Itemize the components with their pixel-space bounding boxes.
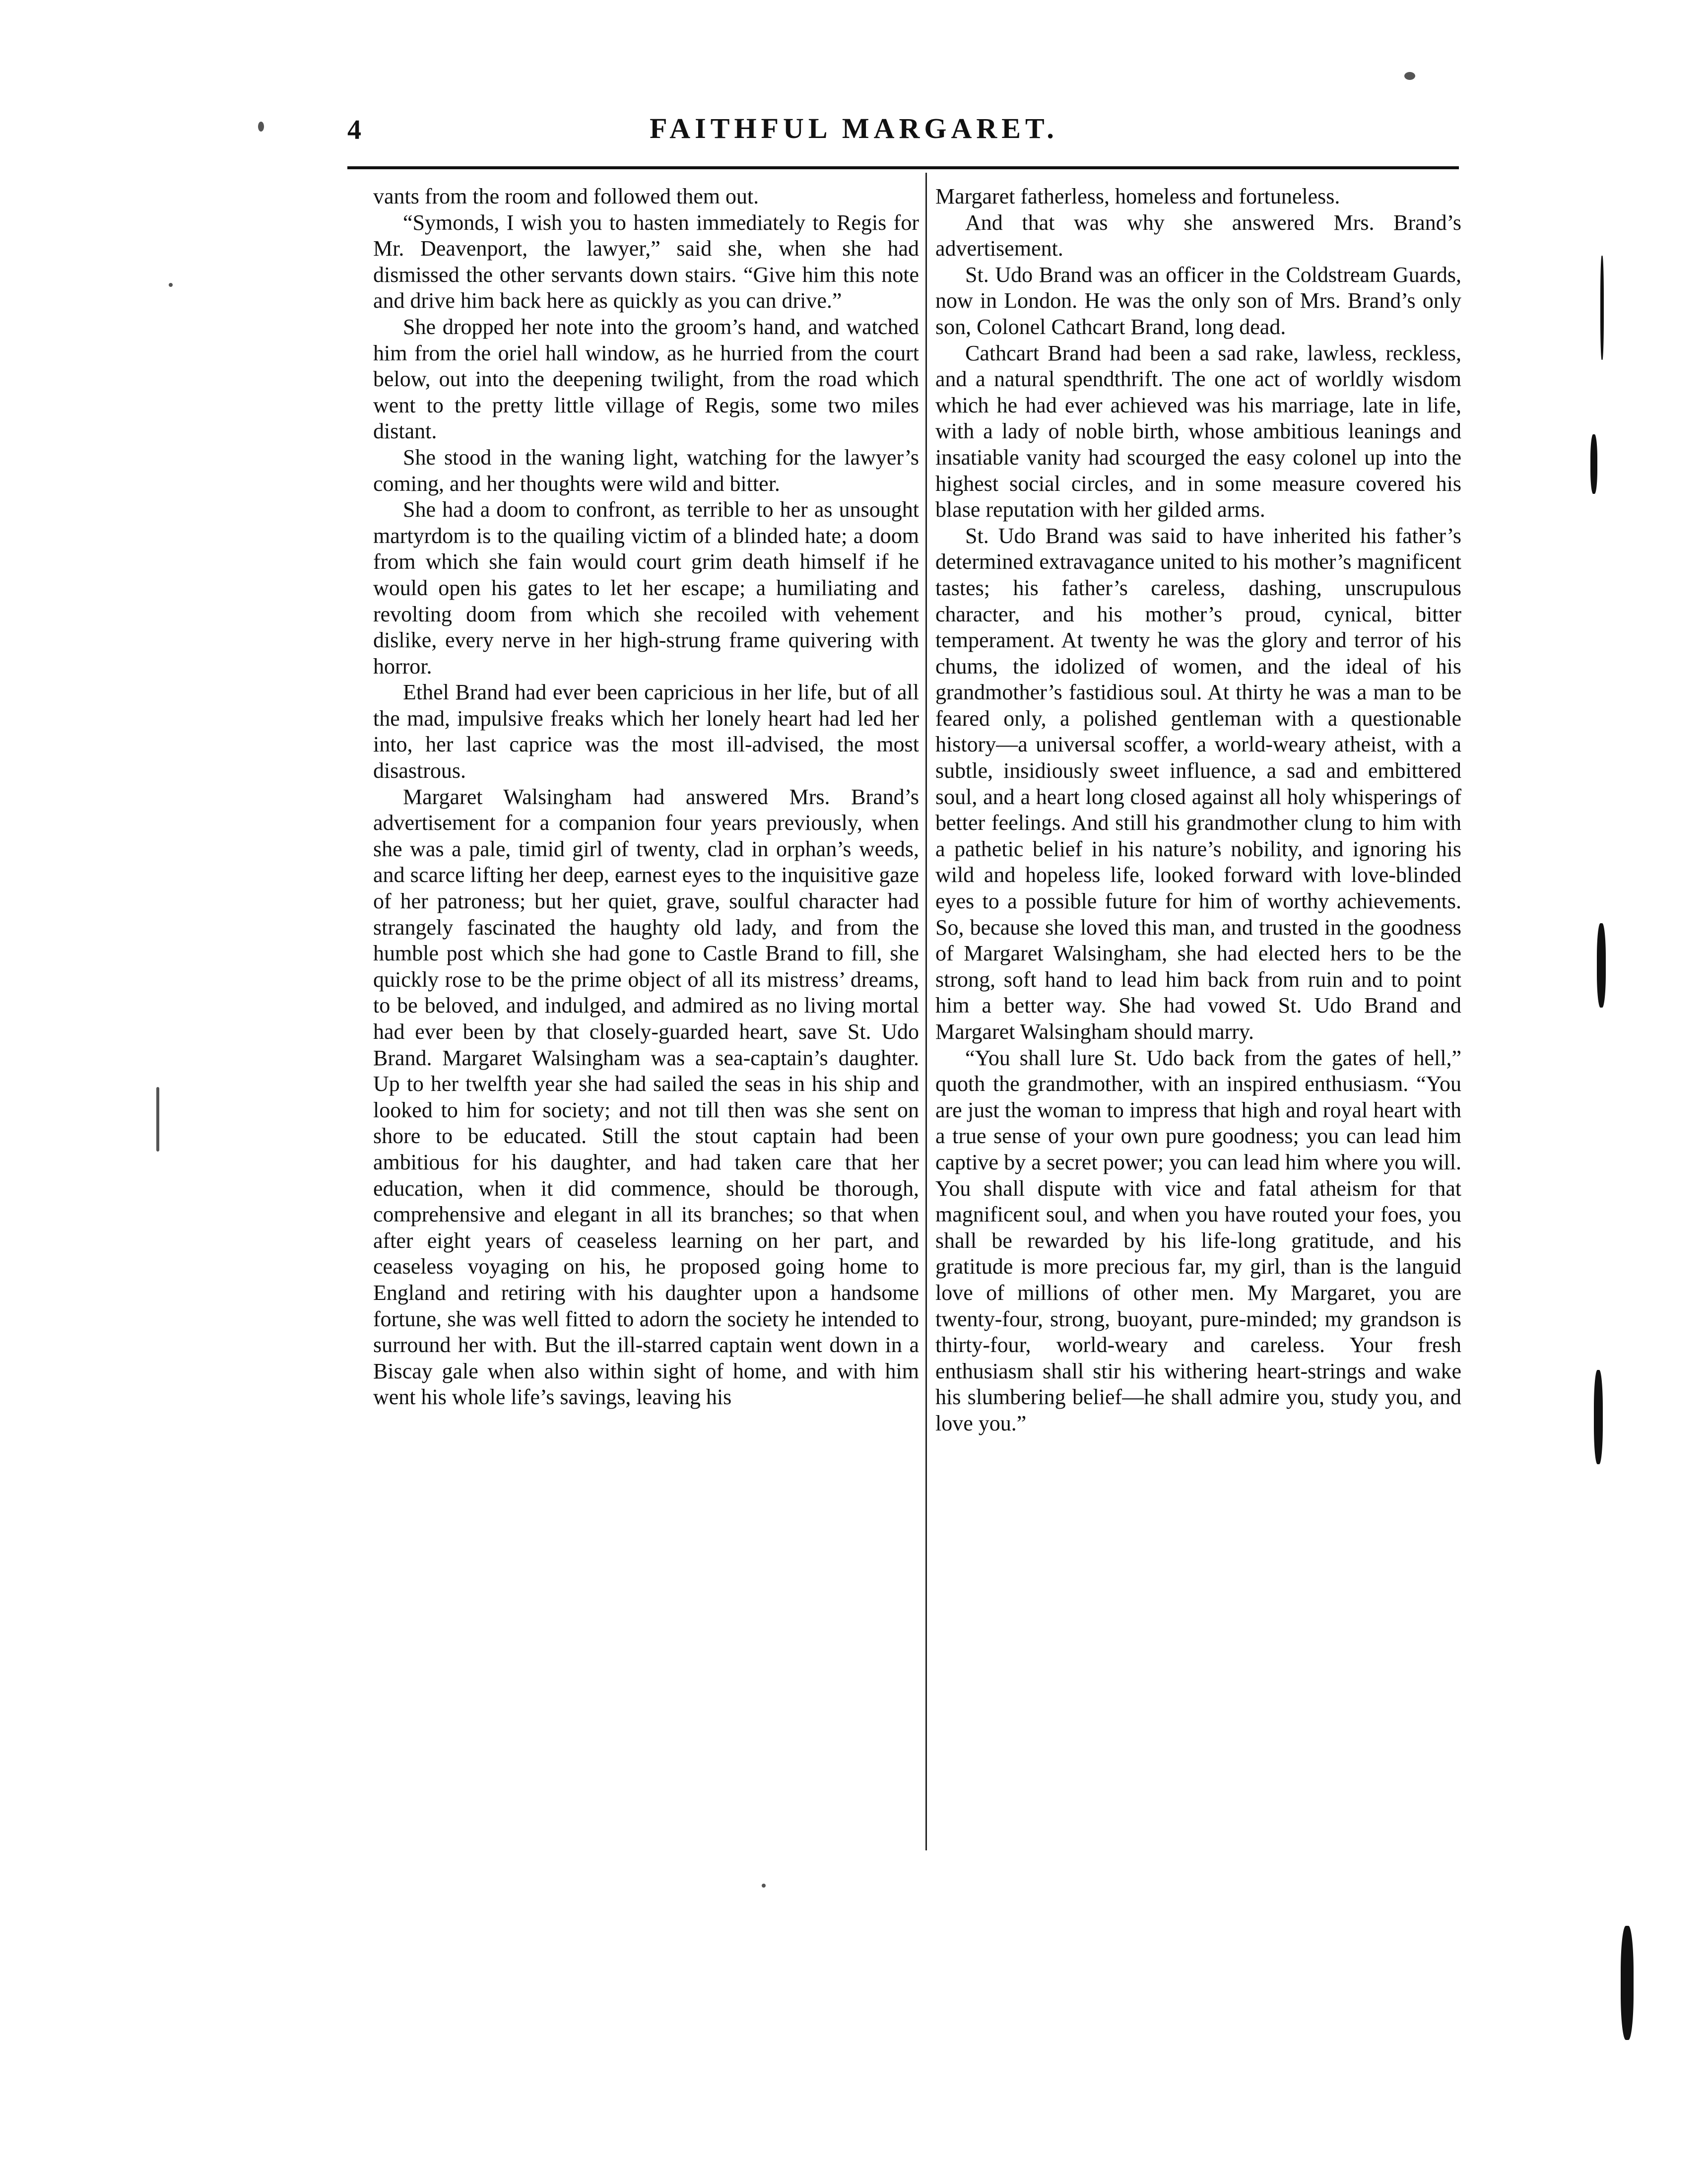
- paragraph: Margaret fatherless, homeless and fortuneless.: [935, 184, 1340, 208]
- scan-speck: [1404, 72, 1415, 80]
- paragraph: “Symonds, I wish you to hasten immediately to Regis for Mr. Deavenport, the lawyer,” said she, when she had dismissed the other servants down stairs. “Give him this note and drive him back here as quickly as you can drive.”: [373, 210, 919, 313]
- scan-mark: [1600, 256, 1604, 360]
- paragraph: She had a doom to confront, as terrible to her as unsought martyrdom is to the quailing victim of a blinded hate; a doom from which she fain would court grim death himself if he would open his gates to let her escape; a humiliating and revolting doom from which she recoiled with vehement dislike, every nerve in her high-strung frame quivering with horror.: [373, 497, 919, 679]
- left-column: [373, 184, 919, 1411]
- paragraph: And that was why she answered Mrs. Brand’s advertisement.: [935, 210, 1461, 261]
- scan-mark: [1594, 1370, 1603, 1464]
- right-column: [935, 184, 1461, 1437]
- paragraph: vants from the room and followed them out.: [373, 184, 759, 208]
- page-number: 4: [347, 115, 362, 145]
- running-title: FAITHFUL MARGARET.: [650, 112, 1058, 144]
- paragraph: “You shall lure St. Udo back from the gates of hell,” quoth the grandmother, with an inspired enthusiasm. “You are just the woman to impress that high and royal heart with a true sense of your own pure goodness; you can lead him captive by a secret power; you can lead him where you will. You shall dispute with vice and fatal atheism for that magnificent soul, and when you have routed your foes, you shall be rewarded by his life-long gratitude, and his gratitude is more precious far, my girl, than is the languid love of millions of other men. My Margaret, you are twenty-four, strong, buoyant, pure-minded; my grandson is thirty-four, world-weary and careless. Your fresh enthusiasm shall stir his withering heart-strings and wake his slumbering belief—he shall admire you, study you, and love you.”: [935, 1045, 1461, 1435]
- scan-mark: [1597, 923, 1606, 1008]
- scan-speck: [762, 1884, 766, 1888]
- paragraph: She stood in the waning light, watching for the lawyer’s coming, and her thoughts were wild and bitter.: [373, 445, 919, 496]
- paragraph: Cathcart Brand had been a sad rake, lawless, reckless, and a natural spendthrift. The one act of worldly wisdom which he had ever achieved was his marriage, late in life, with a lady of noble birth, whose ambitious leanings and insatiable vanity had scourged the easy colonel up into the highest social circles, and in some measure covered his blase reputation with her gilded arms.: [935, 340, 1461, 522]
- paragraph: Ethel Brand had ever been capricious in her life, but of all the mad, impulsive freaks which her lonely heart had led her into, her last caprice was the most ill-advised, the most disastrous.: [373, 680, 919, 783]
- scan-mark: [1590, 434, 1597, 494]
- scan-mark: [1621, 1926, 1634, 2040]
- page-header: [0, 112, 1708, 156]
- paragraph: She dropped her note into the groom’s hand, and watched him from the oriel hall window, as he hurried from the court below, out into the deepening twilight, from the road which went to the pretty little village of Regis, some two miles distant.: [373, 314, 919, 444]
- scan-speck: [169, 283, 173, 287]
- column-divider: [925, 173, 927, 1850]
- paragraph: St. Udo Brand was said to have inherited his father’s determined extravagance united to his mother’s magnificent tastes; his father’s careless, dashing, unscrupulous character, and his mother’s proud, cynical, bitter temperament. At twenty he was the glory and terror of his chums, the idolized of women, and the ideal of his grandmother’s fastidious soul. At thirty he was a man to be feared only, a polished gentleman with a questionable history—a universal scoffer, a world-weary atheist, with a subtle, insidiously sweet influence, a sad and embittered soul, and a heart long closed against all holy whisperings of better feelings. And still his grandmother clung to him with a pathetic belief in his nature’s nobility, and ignoring his wild and hopeless life, looked forward with love-blinded eyes to a possible future for him of worthy achievements. So, because she loved this man, and trusted in the goodness of Margaret Walsingham, she had elected hers to be the strong, soft hand to lead him back from ruin and to point him a better way. She had vowed St. Udo Brand and Margaret Walsingham should marry.: [935, 523, 1461, 1044]
- paragraph: Margaret Walsingham had answered Mrs. Brand’s advertisement for a companion four years previously, when she was a pale, timid girl of twenty, clad in orphan’s weeds, and scarce lifting her deep, earnest eyes to the inquisitive gaze of her patroness; but her quiet, grave, soulful character had strangely fascinated the haughty old lady, and from the humble post which she had gone to Castle Brand to fill, she quickly rose to be the prime object of all its mistress’ dreams, to be beloved, and indulged, and admired as no living mortal had ever been by that closely-guarded heart, save St. Udo Brand. Margaret Walsingham was a sea-captain’s daughter. Up to her twelfth year she had sailed the seas in his ship and looked to him for society; and not till then was she sent on shore to be educated. Still the stout captain had been ambitious for his daughter, and had taken care that her education, when it did commence, should be thorough, comprehensive and elegant in all its branches; so that when after eight years of ceaseless learning on her part, and ceaseless voyaging on his, he proposed going home to England and retiring with his daughter upon a handsome fortune, she was well fitted to adorn the society he intended to surround her with. But the ill-starred captain went down in a Biscay gale when also within sight of home, and with him went his whole life’s savings, leaving his: [373, 784, 919, 1410]
- scan-speck: [258, 122, 264, 132]
- header-rule: [347, 166, 1459, 169]
- scan-speck: [156, 1087, 159, 1152]
- paragraph: St. Udo Brand was an officer in the Coldstream Guards, now in London. He was the only son of Mrs. Brand’s only son, Colonel Cathcart Brand, long dead.: [935, 262, 1461, 339]
